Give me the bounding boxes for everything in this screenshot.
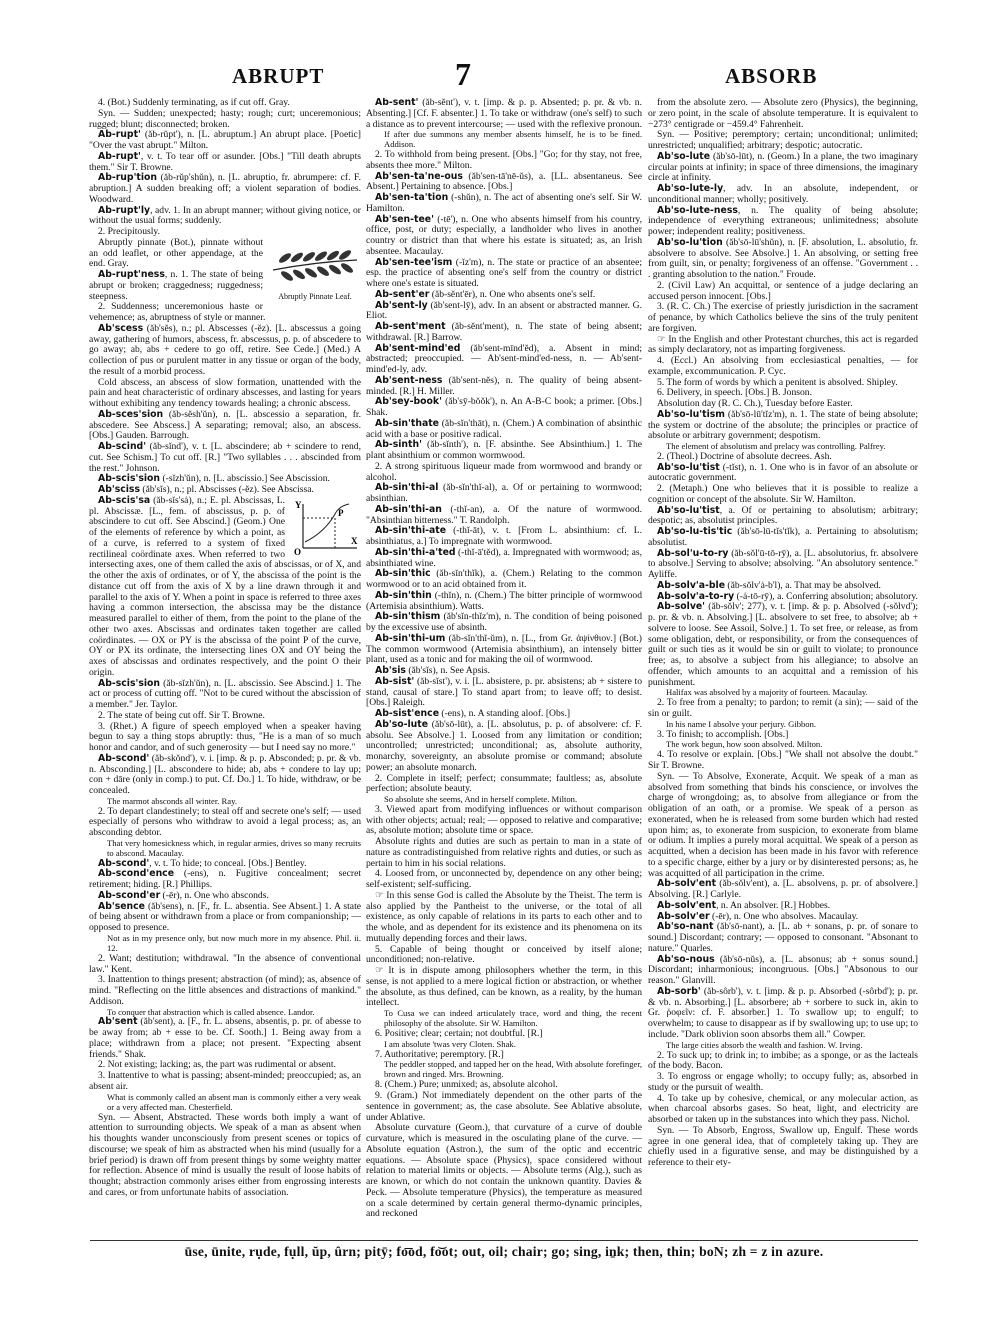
dictionary-entry: 3. Viewed apart from modifying influences or without comparison with other objects; actual; real; — opposed to relative and comparative; as, absolute motion; absolute time or space. bbox=[366, 803, 642, 837]
headword: Ab-scond' bbox=[98, 857, 150, 869]
headword: Ab'scess bbox=[98, 322, 144, 334]
headword: Ab-sin'thi-um bbox=[375, 632, 446, 644]
headword: Ab'so-lute-ly bbox=[657, 183, 724, 194]
dictionary-entry: 2. To free from a penalty; to pardon; to remit (a sin); — said of the sin or guilt. bbox=[648, 697, 918, 720]
dictionary-entry: Ab'sis (ăb'sĭs), n. See Apsis. bbox=[375, 665, 491, 677]
dictionary-entry: ☞ It is in dispute among philosophers whether the term, in this sense, is not applied to a mere logical fiction or abstraction, or whether the absolute, as thus defined, can be known, as a reality, by the human intellect. bbox=[366, 965, 642, 1009]
dictionary-entry: Ab'sey-book' (ăb'sȳ-bŏŏk'), n. An A-B-C book; a primer. [Obs.] Shak. bbox=[366, 396, 642, 419]
dictionary-entry: 3. Inattention to things present; abstraction (of mind); as, absence of mind. "Reflecting on the little absences and distractions of mankind." Addison. bbox=[89, 974, 361, 1007]
headword: Ab'so-lute bbox=[657, 150, 711, 162]
dictionary-entry: In his name I absolve your perjury. Gibbon. bbox=[666, 718, 817, 729]
headword: Ab-scis'sion bbox=[98, 473, 161, 485]
headword: Ab'so-lu'tion bbox=[657, 236, 723, 248]
dictionary-entry: Syn. — Positive; peremptory; certain; unconditional; unlimited; unrestricted; unqualified; arbitrary; despotic; autocratic. bbox=[648, 129, 918, 151]
abscissa-diagram bbox=[291, 498, 361, 556]
headword: Ab'so-lu'tist bbox=[657, 504, 720, 516]
dictionary-entry: So absolute she seems, And in herself complete. Milton. bbox=[384, 794, 578, 805]
dictionary-entry: 4. (Eccl.) An absolving from ecclesiastical penalties, — for example, excommunication. P. Cyc. bbox=[648, 355, 918, 377]
point-label-p: P bbox=[338, 507, 344, 518]
headword: Ab'so-lute bbox=[375, 718, 429, 730]
dictionary-entry: To Cusa we can indeed articulately trace, word and thing, the recent philosophy of the absolute. Sir W. Hamilton. bbox=[384, 1008, 642, 1029]
dictionary-entry: Ab-sorb' (ăb-sôrb'), v. t. [imp. & p. p. Absorbed (-sôrbd'); p. pr. & vb. n. Absorbing.] [L. absorbere; ab + sorbere to suck in, akin to Gr. ῥοφεῖν: cf. F. absorber.] 1. To swallow up; to engulf; to overwhelm; to cause to disappear as if by swallowing up; to use up; to include. "Dark oblivion soon absorbs them all." Cowper. bbox=[648, 985, 918, 1040]
headword: Ab'sen-tee' bbox=[375, 213, 434, 225]
dictionary-entry: 3. To finish; to accomplish. [Obs.] bbox=[657, 728, 789, 740]
headword: Ab-solv'a-ble bbox=[657, 579, 726, 591]
dictionary-entry: 2. The state of being cut off. Sir T. Browne. bbox=[98, 709, 265, 721]
dictionary-entry: Ab'sent-ness (ăb'sent-nĕs), n. The quality of being absent-minded. [R.] H. Miller. bbox=[366, 374, 642, 397]
dictionary-entry: Ab'so-lute (ăb'sō-lūt), n. (Geom.) In a plane, the two imaginary circular points at infinity; in space of three dimensions, the imaginary circle at infinity. bbox=[648, 150, 918, 184]
headword: Ab-sces'sion bbox=[98, 408, 164, 420]
dictionary-entry: The work begun, how soon absolved. Milton. bbox=[666, 739, 823, 750]
dictionary-entry: Ab-scond', v. t. To hide; to conceal. [Obs.] Bentley. bbox=[98, 857, 307, 869]
dictionary-entry: Ab-solve' (ăb-sŏlv'; 277), v. t. [imp. & p. p. Absolved (-sŏlvd'); p. pr. & vb. n. Absolving.] [L. absolvere to set free, to absolve; ab + solvere to loose. See Assoil, Solve.] 1. To set free, or release, as from some obligation, debt, or responsibility, or from the consequences of guilt or such ties as it would be sin or guilt to violate; to pronounce free; as, to absolve a subject from his allegiance; to absolve an offender, which amounts to an acquittal and a remission of his punishment. bbox=[648, 601, 918, 688]
dictionary-entry: from the absolute zero. — Absolute zero (Physics), the beginning, or zero point, in the scale of absolute temperature. It is equivalent to −273° centigrade or −459.4° Fahrenheit. bbox=[648, 98, 918, 130]
headword: Ab-sin'thi-ate bbox=[375, 525, 447, 537]
dictionary-entry: What is commonly called an absent man is commonly either a very weak or a very affected man. Chesterfield. bbox=[107, 1091, 361, 1112]
dictionary-entry: Y P X O Ab-scis'sa (ăb-sĭs'sȧ), n.; E. pl. Abscissas, L. pl. Abscissæ. [L., fem. of abscissus, p. p. of abscindere to cut off. See Abscind.] (Geom.) One of the elements of reference by which a point, as of a curve, is referred to a system of fixed rectilineal coördinate axes. When referred to two intersecting axes, one of them called the axis of abscissas, or of X, and the other the axis of ordinates, or of Y, the abscissa of the point is the distance cut off from the axis of X by a line drawn through it and parallel to the axis of Y. When a point in space is referred to three axes having a common intersection, the abscissa may be the distance measured parallel to either of them, from the point to the plane of the other two axes. Abscissas and ordinates taken together are called coördinates. — OX or PY is the abscissa of the point P of the curve, OY or PX its ordinate, the intersecting lines OX and OY being the axes of abscissas and ordinates respectively, and the point O their origin. bbox=[89, 494, 361, 678]
headword: Ab-sin'thism bbox=[375, 611, 441, 623]
dictionary-entry: Ab-solv'er (-ēr), n. One who absolves. Macaulay. bbox=[657, 910, 859, 922]
dictionary-entry: 9. (Gram.) Not immediately dependent on the other parts of the sentence in government; as, the case absolute. See Ablative absolute, under Ablative. bbox=[366, 1090, 642, 1123]
dictionary-entry: Ab'so-lu'tism (ăb'sō-lū'tĭz'm), n. 1. The state of being absolute; the system or doctrine of the absolute; the principles or practice of absolute or arbitrary government; despotism. bbox=[648, 408, 918, 442]
dictionary-entry: Ab-sin'thi-al (ăb-sĭn'thĭ-al), a. Of or pertaining to wormwood; absinthian. bbox=[366, 482, 642, 505]
dictionary-entry: 2. Suddenness; unceremonious haste or vehemence; as, abruptness of style or manner. bbox=[89, 301, 266, 323]
dictionary-entry: 3. (Rhet.) A figure of speech employed when a speaker having begun to say a thing stops abruptly: thus, "He is a man of so much honor and candor, and of such generosity — but I need say no more." bbox=[89, 720, 361, 753]
dictionary-entry: 6. Delivery, in speech. [Obs.] B. Jonson. bbox=[657, 387, 812, 399]
dictionary-entry: Ab-solv'ent, n. An absolver. [R.] Hobbes. bbox=[657, 899, 831, 911]
dictionary-entry: 3. (R. C. Ch.) The exercise of priestly jurisdiction in the sacrament of penance, by which Catholics believe the sins of the truly penitent are forgiven. bbox=[648, 301, 918, 334]
dictionary-entry: Ab'so-nous (ăb'sō-nŭs), a. [L. absonus; ab + sonus sound.] Discordant; inharmonious; incongruous. [Obs.] "Absonous to our reason." Glanvill. bbox=[648, 953, 918, 987]
headword: Ab-scind' bbox=[98, 441, 147, 452]
dictionary-entry: 2. To depart clandestinely; to steal off and secrete one's self; — used especially of persons who withdraw to avoid a legal process; as, an absconding debtor. bbox=[89, 805, 361, 839]
dictionary-entry: Ab-sin'thi-um (ăb-sĭn'thĭ-ŭm), n. [L., from Gr. ἀψίνθιον.] (Bot.) The common wormwood (Artemisia absinthium), an intensely bitter plant, used as a tonic and for making the oil of wormwood. bbox=[366, 632, 642, 666]
headword: Ab-solv'a-to-ry bbox=[657, 590, 735, 602]
dictionary-entry: 4. To resolve or explain. [Obs.] "We shall not absolve the doubt." Sir T. Browne. bbox=[648, 749, 918, 772]
dictionary-entry: Ab-sinth' (ăb-sĭnth'), n. [F. absinthe. See Absinthium.] 1. The plant absinthium or common wormwood. bbox=[366, 439, 642, 462]
dictionary-entry: Ab'sent-mind'ed (ăb'sent-mīnd'ĕd), a. Absent in mind; abstracted; preoccupied. — Ab'sent-mind'ed-ness, n. — Ab'sent-mind'ed-ly, adv. bbox=[366, 342, 642, 376]
headword: Ab-sorb' bbox=[657, 985, 701, 997]
axis-label-x: X bbox=[351, 535, 358, 546]
dictionary-entry: Ab-scis'sion (ăb-sĭzh'ŭn), n. [L. abscissio. See Abscind.] 1. The act or process of cutting off. "Not to be cured without the abscission of a member." Jer. Taylor. bbox=[89, 677, 361, 710]
dictionary-entry: ☞ In the English and other Protestant churches, this act is regarded as simply declaratory, not as imparting forgiveness. bbox=[648, 333, 918, 356]
headword: Ab-scis'sion bbox=[98, 677, 161, 689]
dictionary-entry: I am absolute 'twas very Cloten. Shak. bbox=[384, 1038, 516, 1049]
dictionary-entry: Ab-rup'tion (ăb-rŭp'shŭn), n. [L. abruptio, fr. abrumpere: cf. F. abruption.] A sudden breaking off; a violent separation of bodies. Woodward. bbox=[89, 172, 361, 205]
dictionary-entry: Syn. — To Absorb, Engross, Swallow up, Engulf. These words agree in one general idea, that of completely taking up. They are chiefly used in a figurative sense, and may be distinguished by a reference to their ety- bbox=[648, 1124, 918, 1169]
headword: Ab-sent'er bbox=[375, 288, 430, 300]
headword: Ab-rupt'ness bbox=[98, 269, 165, 280]
headword: Ab'sis bbox=[375, 665, 406, 677]
dictionary-entry: Ab'so-lute-ness, n. The quality of being absolute; independence of everything extraneous; unlimitedness; absolute power; independent reality; positiveness. bbox=[648, 204, 918, 237]
dictionary-entry: Ab-sin'thin (-thĭn), n. (Chem.) The bitter principle of wormwood (Artemisia absinthium). Watts. bbox=[366, 589, 642, 612]
dictionary-entry: Ab-sist'ence (-ens), n. A standing aloof. [Obs.] bbox=[375, 708, 571, 720]
dictionary-entry: 8. (Chem.) Pure; unmixed; as, absolute alcohol. bbox=[375, 1079, 558, 1091]
dictionary-entry: 2. To suck up; to drink in; to imbibe; as a sponge, or as the lacteals of the body. Bacon. bbox=[648, 1049, 918, 1072]
dictionary-entry: Ab-rupt' (ăb-rŭpt'), n. [L. abruptum.] An abrupt place. [Poetic] "Over the vast abrupt." Milton. bbox=[89, 129, 361, 151]
headword: Ab-sent'ment bbox=[375, 321, 446, 333]
headword: Ab-rupt'ly bbox=[98, 204, 151, 216]
pronunciation-key-footer: ūse, ūnite, rụde, fụll, ŭp, ûrn; pitȳ; fo͞od, fo͝ot; out, oil; chair; go; sing, iṉk; then, thin; boN; zh = z in azure. bbox=[90, 1240, 918, 1265]
dictionary-entry: Not as in my presence only, but now much more in my absence. Phil. ii. 12. bbox=[107, 932, 361, 953]
dictionary-entry: Ab-sin'thi-an (-thĭ-an), a. Of the nature of wormwood. "Absinthian bitterness." T. Randolph. bbox=[366, 503, 642, 526]
headword: Ab-solv'er bbox=[657, 910, 710, 922]
dictionary-entry: Ab-rupt'ness, n. 1. The state of being abrupt or broken; craggedness; ruggedness; steepness. bbox=[89, 269, 263, 302]
headword: Ab'sent-ly bbox=[375, 299, 428, 311]
headword: Ab'so-nous bbox=[657, 953, 715, 965]
headword: Ab-rupt' bbox=[98, 150, 141, 162]
illustration-caption: Abruptly Pinnate Leaf. bbox=[278, 291, 352, 301]
headword: Ab-solv'ent bbox=[657, 878, 717, 890]
dictionary-entry: Ab-scond' (ăb-skŏnd'), v. i. [imp. & p. p. Absconded; p. pr. & vb. n. Absconding.] [L. abscondere to hide; ab, abs + condere to lay up; con + dāre (only in comp.) to put. Cf. Do.] 1. To hide, withdraw, or be concealed. bbox=[89, 752, 361, 796]
dictionary-entry: Ab-sist' (ăb-sĭst'), v. i. [L. absistere, p. pr. absistens; ab + sistere to stand, causal of stare.] To stand apart from; to leave off; to desist. [Obs.] Raleigh. bbox=[366, 675, 642, 709]
headword: Ab'sen-tee'ism bbox=[375, 256, 453, 268]
dictionary-entry: Ab'sen-ta'tion (-shŭn), n. The act of absenting one's self. Sir W. Hamilton. bbox=[366, 192, 642, 214]
headword: Ab'sen-ta'ne-ous bbox=[375, 170, 463, 182]
headword: Ab-solve' bbox=[657, 601, 706, 613]
dictionary-entry: Ab'so-lute (ăb'sō-lūt), a. [L. absolutus, p. p. of absolvere: cf. F. absolu. See Absolve.] 1. Loosed from any limitation or condition; uncontrolled; unrestricted; unconditional; as, absolute authority, monarchy, sovereignty, an absolute promise or command; absolute power; an absolute monarch. bbox=[366, 718, 642, 773]
headword: Ab'sence bbox=[98, 900, 145, 912]
dictionary-entry: Ab-solv'a-to-ry (-ȧ-tō-rȳ), a. Conferring absolution; absolutory. bbox=[657, 590, 918, 602]
dictionary-entry: 2. To withhold from being present. [Obs.] "Go; for thy stay, not free, absents thee more." Milton. bbox=[366, 149, 642, 171]
dictionary-entry: The marmot absconds all winter. Ray. bbox=[107, 795, 237, 806]
dictionary-entry: Ab-sin'thate (ăb-sĭn'thāt), n. (Chem.) A combination of absinthic acid with a base or positive radical. bbox=[366, 417, 642, 440]
dictionary-entry: 3. Inattentive to what is passing; absent-minded; preoccupied; as, an absent air. bbox=[89, 1070, 361, 1092]
dictionary-entry: Ab-scond'er (-ēr), n. One who absconds. bbox=[98, 889, 269, 901]
dictionary-entry: Syn. — To Absolve, Exonerate, Acquit. We speak of a man as absolved from something that binds his conscience, or involves the charge of wrongdoing; as, to absolve from allegiance or from the obligation of an oath, or a promise. We speak of a person as exonerated, when he is released from some burden which had rested upon him; as, to exonerate from suspicion, to exonerate from blame or odium. It implies a purely moral acquittal. We speak of a person as acquitted, when a decision has been made in his favor with reference to a specific charge, either by a jury or by disinterested persons; as, he was acquitted of all participation in the crime. bbox=[648, 770, 918, 879]
headword: Ab'sent bbox=[98, 1016, 138, 1028]
headword: Ab'so-lu-tis'tic bbox=[657, 526, 733, 538]
dictionary-entry: 2. Want; destitution; withdrawal. "In the absence of conventional law." Kent. bbox=[89, 952, 361, 975]
dictionary-entry: Ab-sent'er (ăb-sĕnt'ēr), n. One who absents one's self. bbox=[375, 288, 596, 300]
dictionary-entry: That very homesickness which, in regular armies, drives so many recruits to abscond. Macaulay. bbox=[107, 837, 361, 858]
headword: Ab-sist'ence bbox=[375, 708, 439, 720]
dictionary-entry: Ab'so-lu'tist, a. Of or pertaining to absolutism; arbitrary; despotic; as, absolutist principles. bbox=[648, 504, 918, 527]
dictionary-entry: Cold abscess, an abscess of slow formation, unattended with the pain and heat characteristic of ordinary abscesses, and lasting for years without exhibiting any tendency towards healing; a chronic abscess. bbox=[89, 376, 361, 409]
dictionary-entry: 2. A strong spirituous liqueur made from wormwood and brandy or alcohol. bbox=[366, 460, 642, 483]
dictionary-entry: Ab-rupt', v. t. To tear off or asunder. [Obs.] "Till death abrupts them." Sir T. Browne. bbox=[89, 150, 361, 173]
dictionary-entry: Ab-sent'ment (ăb-sĕnt'ment), n. The state of being absent; withdrawal. [R.] Barrow. bbox=[366, 321, 642, 343]
dictionary-entry: The element of absolutism and prelacy was controlling. Palfrey. bbox=[666, 441, 886, 451]
page-number: 7 bbox=[455, 56, 471, 92]
dictionary-entry: Ab'sent (ăb'sent), a. [F., fr. L. absens, absentis, p. pr. of abesse to be away from; ab + esse to be. Cf. Sooth.] 1. Being away from a place; withdrawn from a place; not present. "Expecting absent friends." Shak. bbox=[89, 1016, 361, 1060]
headword: Ab-sin'thi-an bbox=[375, 503, 442, 515]
headword: Ab'sent-mind'ed bbox=[375, 342, 461, 354]
pinnate-leaf-illustration bbox=[269, 240, 361, 301]
dictionary-entry: 2. (Theol.) Doctrine of absolute decrees. Ash. bbox=[657, 450, 832, 462]
dictionary-entry: Ab'sent-ly (ăb'sent-lȳ), adv. In an absent or abstracted manner. G. Eliot. bbox=[366, 299, 642, 322]
dictionary-entry: 6. Positive; clear; certain; not doubtful. [R.] bbox=[375, 1028, 543, 1040]
dictionary-entry: Absolute rights and duties are such as pertain to man in a state of nature as contradistinguished from relative rights and duties, or such as pertain to him in his social relations. bbox=[366, 836, 642, 869]
dictionary-entry: Halifax was absolved by a majority of fourteen. Macaulay. bbox=[666, 687, 868, 698]
headword: Ab-sol'u-to-ry bbox=[657, 547, 729, 559]
dictionary-entry: Syn. — Sudden; unexpected; hasty; rough; curt; unceremonious; rugged; blunt; disconnected; broken. bbox=[89, 107, 361, 130]
dictionary-entry: 2. Complete in itself; perfect; consummate; faultless; as, absolute perfection; absolute beauty. bbox=[366, 772, 642, 795]
column-right bbox=[648, 98, 918, 1238]
dictionary-entry: Ab-sces'sion (ăb-sĕsh'ŭn), n. [L. abscessio a separation, fr. abscedere. See Abscess.] A separating; removal; also, an abscess. [Obs.] Gauden. Barrough. bbox=[89, 408, 361, 442]
headword: Ab-scond'ence bbox=[98, 868, 175, 880]
dictionary-entry: Ab-sin'thi-ate (-thĭ-āt), v. t. [From L. absinthium: cf. L. absinthiatus, a.] To impregnate with wormwood. bbox=[366, 525, 642, 548]
dictionary-entry: Ab'so-lu'tist (-tĭst), n. 1. One who is in favor of an absolute or autocratic government. bbox=[648, 461, 918, 484]
headword: Ab'so-lu'tism bbox=[657, 408, 725, 420]
dictionary-entry: 3. To engross or engage wholly; to occupy fully; as, absorbed in study or the pursuit of wealth. bbox=[648, 1071, 918, 1093]
dictionary-entry: Syn. — Absent, Abstracted. These words both imply a want of attention to surrounding objects. We speak of a man as absent when his thoughts wander unconsciously from present scenes or topics of discourse; we speak of him as abstracted when his mind (usually for a brief period) is drawn off from present things by some weighty matter for reflection. Absence of mind is usually the result of loose habits of thought; abstraction commonly arises either from engrossing interests and cares, or from unfortunate habits of association. bbox=[89, 1111, 361, 1198]
headword: Ab'sen-ta'tion bbox=[375, 192, 449, 204]
dictionary-entry: Ab'so-lu-tis'tic (ăb'sō-lū-tĭs'tĭk), a. Pertaining to absolutism; absolutist. bbox=[648, 526, 918, 548]
headword: Ab-sin'thate bbox=[375, 417, 439, 429]
dictionary-entry: Ab'sence (ăb'sens), n. [F., fr. L. absentia. See Absent.] 1. A state of being absent or withdrawn from a place or from companionship; — opposed to presence. bbox=[89, 900, 361, 934]
dictionary-entry: Ab-sin'thic (ăb-sĭn'thĭk), a. (Chem.) Relating to the common wormwood or to an acid obtained from it. bbox=[366, 568, 642, 591]
headword: Ab'so-nant bbox=[657, 921, 714, 933]
dictionary-entry: Ab'sen-ta'ne-ous (ăb'sen-tā'nē-ŭs), a. [LL. absentaneus. See Absent.] Pertaining to absence. [Obs.] bbox=[366, 170, 642, 193]
column-middle bbox=[366, 98, 642, 1238]
dictionary-entry: 2. (Civil Law) An acquittal, or sentence of a judge declaring an accused person innocent. [Obs.] bbox=[648, 279, 918, 302]
page-header bbox=[0, 56, 1000, 96]
left-guide-word: ABRUPT bbox=[232, 64, 325, 88]
coordinate-axes-icon bbox=[291, 498, 361, 556]
headword: Ab'sciss bbox=[98, 484, 140, 495]
dictionary-entry: Ab-sent' (ăb-sĕnt'), v. t. [imp. & p. p. Absented; p. pr. & vb. n. Absenting.] [Cf. F. absenter.] 1. To take or withdraw (one's self) to such a distance as to prevent intercourse; — used with the reflexive pronoun. bbox=[366, 98, 642, 130]
headword: Ab-rup'tion bbox=[98, 172, 158, 184]
dictionary-entry: Ab-sol'u-to-ry (ăb-sŏl'ū-tō-rȳ), a. [L. absolutorius, fr. absolvere to absolve.] Serving to absolve; absolving. "An absolutory sentence." Ayliffe. bbox=[648, 547, 918, 581]
headword: Ab'sent-ness bbox=[375, 374, 443, 386]
headword: Ab-sin'thi-al bbox=[375, 482, 439, 494]
dictionary-entry: 7. Authoritative; peremptory. [R.] bbox=[375, 1048, 504, 1060]
headword: Ab-sent' bbox=[375, 98, 419, 108]
axis-label-y: Y bbox=[295, 499, 302, 510]
headword: Ab-sin'thi-a'ted bbox=[375, 546, 456, 558]
headword: Ab-scond' bbox=[98, 752, 150, 764]
dictionary-entry: Ab-scis'sion (-sĭzh'ŭn), n. [L. abscissio.] See Abscission. bbox=[98, 473, 330, 485]
column-left bbox=[89, 98, 361, 1238]
dictionary-entry: To conquer that abstraction which is called absence. Landor. bbox=[107, 1006, 315, 1017]
dictionary-entry: 2. (Metaph.) One who believes that it is possible to realize a cognition or concept of the absolute. Sir W. Hamilton. bbox=[648, 483, 918, 505]
headword: Ab-solv'ent bbox=[657, 899, 717, 911]
dictionary-entry: Ab-scond'ence (-ens), n. Fugitive concealment; secret retirement; hiding. [R.] Phillips. bbox=[89, 868, 361, 891]
dictionary-entry: Ab-rupt'ly, adv. 1. In an abrupt manner; without giving notice, or without the usual forms; suddenly. bbox=[89, 204, 361, 227]
headword: Ab'sey-book' bbox=[375, 396, 442, 408]
dictionary-entry: Ab'scess (ăb'sĕs), n.; pl. Abscesses (-ĕz). [L. abscessus a going away, gathering of humors, abscess, fr. abscessus, p. p. of abscedere to go away; ab, abs + cedere to go off, retire. See Cede.] (Med.) A collection of pus or purulent matter in any tissue or organ of the body, the result of a morbid process. bbox=[89, 322, 361, 377]
dictionary-entry: Ab'sciss (ăb'sĭs), n.; pl. Abscisses (-ĕz). See Abscissa. bbox=[98, 484, 314, 495]
dictionary-entry: Ab'so-lu'tion (ăb'sō-lū'shŭn), n. [F. absolution, L. absolutio, fr. absolvere to absolve. See Absolve.] 1. An absolving, or setting free from guilt, sin, or penalty; forgiveness of an offense. "Government . . . granting absolution to the nation." Froude. bbox=[648, 236, 918, 280]
headword: Ab-sinth' bbox=[375, 439, 422, 451]
dictionary-entry: 2. Not existing; lacking; as, the part was rudimental or absent. bbox=[98, 1059, 336, 1071]
dictionary-entry: Ab'so-lute-ly, adv. In an absolute, independent, or unconditional manner; wholly; positively. bbox=[648, 183, 918, 205]
dictionary-entry: If after due summons any member absents himself, he is to be fined. Addison. bbox=[384, 129, 642, 150]
headword: Ab-sin'thin bbox=[375, 589, 432, 601]
dictionary-entry: Abruptly pinnate (Bot.), pinnate without an odd leaflet, or other appendage, at the end. Gray. bbox=[89, 236, 263, 270]
dictionary-entry: Ab'sen-tee' (-tē'), n. One who absents himself from his country, office, post, or duty; especially, a landholder who lives in another country or district than that where his estate is situated; as, an Irish absentee. Macaulay. bbox=[366, 213, 642, 257]
dictionary-entry: The peddler stopped, and tapped her on the head, With absolute forefinger, brown and ringed. Mrs. Browning. bbox=[384, 1059, 642, 1080]
dictionary-entry: ☞ In this sense God is called the Absolute by the Theist. The term is also applied by the Pantheist to the universe, or the total of all existence, as only capable of relations in its parts to each other and to the whole, and as dependent for its existence and its phenomena on its mutually depending forces and their laws. bbox=[366, 889, 642, 944]
headword: Ab'so-lu'tist bbox=[657, 461, 720, 473]
dictionary-entry: 2. Precipitously. bbox=[98, 226, 160, 237]
dictionary-entry: 4. (Bot.) Suddenly terminating, as if cut off. Gray. bbox=[98, 98, 290, 108]
dictionary-entry: 5. Capable of being thought or conceived by itself alone; unconditioned; non-relative. bbox=[366, 943, 642, 966]
right-guide-word: ABSORB bbox=[725, 64, 818, 88]
dictionary-entry: Absolute curvature (Geom.), that curvature of a curve of double curvature, which is measured in the osculating plane of the curve. — Absolute equation (Astron.), the sum of the optic and eccentric equations. — Absolute space (Physics), space considered without relation to material limits or objects. — Absolute terms (Alg.), such as are known, or which do not contain the unknown quantity. Davies & Peck. — Absolute temperature (Physics), the temperature as measured on a scale determined by certain general thermo-dynamic principles, and reckoned bbox=[366, 1122, 642, 1220]
leaf-icon bbox=[269, 240, 361, 292]
headword: Ab-sin'thic bbox=[375, 568, 431, 580]
headword: Ab-sist' bbox=[375, 675, 415, 687]
headword: Ab-scond'er bbox=[98, 889, 161, 901]
headword: Ab-rupt' bbox=[98, 129, 141, 141]
dictionary-entry: Ab-sin'thi-a'ted (-thĭ-ā'tĕd), a. Impregnated with wormwood; as, absinthiated wine. bbox=[366, 546, 642, 569]
dictionary-entry: Ab-scind' (ăb-sĭnd'), v. t. [L. abscindere; ab + scindere to rend, cut. See Schism.] To cut off. [R.] "Two syllables . . . abscinded from the rest." Johnson. bbox=[89, 441, 361, 474]
headword: Ab-scis'sa bbox=[98, 494, 151, 506]
dictionary-entry: Ab-solv'ent (ăb-sŏlv'ent), a. [L. absolvens, p. pr. of absolvere.] Absolving. [R.] Carlyle. bbox=[648, 878, 918, 901]
dictionary-entry: 5. The form of words by which a penitent is absolved. Shipley. bbox=[657, 376, 898, 388]
dictionary-entry: The large cities absorb the wealth and fashion. W. Irving. bbox=[666, 1039, 863, 1050]
dictionary-entry: Ab'so-nant (ăb'sō-nant), a. [L. ab + sonans, p. pr. of sonare to sound.] Discordant; contrary; — opposed to consonant. "Absonant to nature." Quarles. bbox=[648, 921, 918, 954]
dictionary-entry: Absolution day (R. C. Ch.), Tuesday before Easter. bbox=[657, 398, 853, 409]
dictionary-entry: 4. Loosed from, or unconnected by, dependence on any other being; self-existent; self-sufficing. bbox=[366, 868, 642, 891]
dictionary-entry: Ab'sen-tee'ism (-ĭz'm), n. The state or practice of an absentee; esp. the practice of absenting one's self from the country or district where one's estate is situated. bbox=[366, 256, 642, 290]
dictionary-entry: 4. To take up by cohesive, chemical, or any molecular action, as when charcoal absorbs gases. So heat, light, and electricity are absorbed or taken up in the substances into which they pass. Nichol. bbox=[648, 1092, 918, 1126]
dictionary-entry: Ab-sin'thism (ăb'sĭn-thĭz'm), n. The condition of being poisoned by the excessive use of absinth. bbox=[366, 611, 642, 634]
headword: Ab'so-lute-ness bbox=[657, 204, 738, 216]
origin-label-o: O bbox=[294, 546, 302, 556]
dictionary-entry: Ab-solv'a-ble (ăb-sŏlv'ȧ-b'l), a. That may be absolved. bbox=[657, 579, 881, 591]
